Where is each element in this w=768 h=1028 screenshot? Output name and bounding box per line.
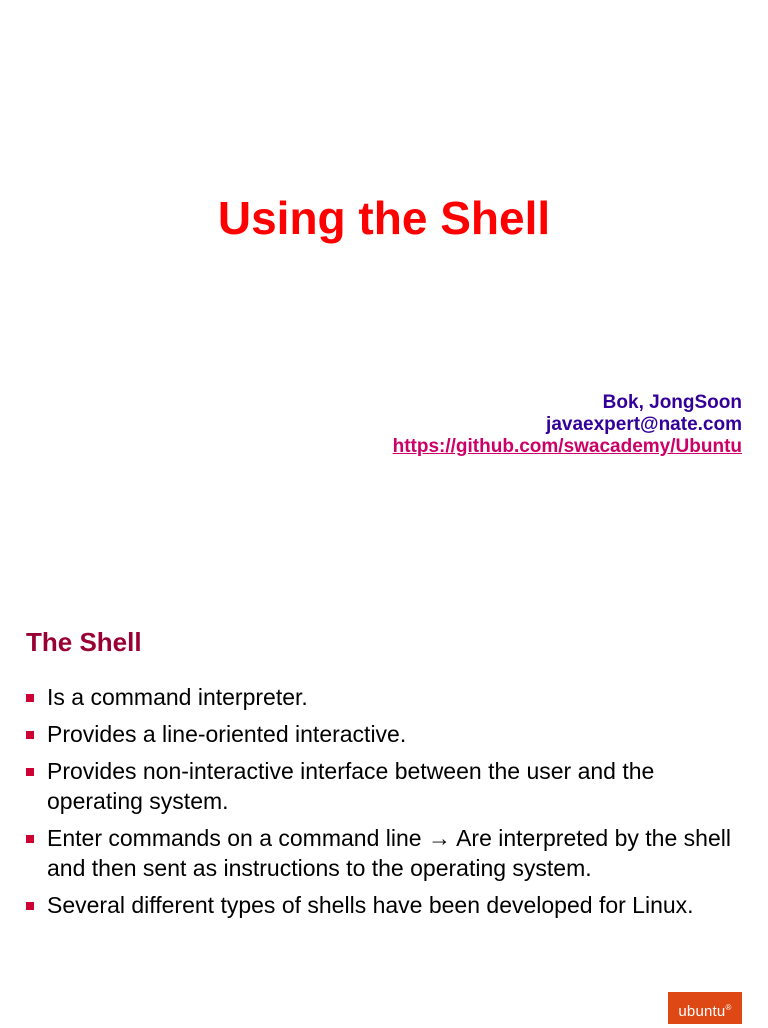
slide-title: Using the Shell — [217, 192, 551, 244]
bullet-text: Provides non-interactive interface between the user and the operating system. — [47, 758, 655, 814]
author-block — [393, 392, 742, 458]
bullet-item — [26, 719, 742, 749]
square-bullet-icon — [26, 768, 34, 776]
bullet-list — [26, 682, 742, 927]
bullet-item — [26, 890, 742, 920]
bullet-item — [26, 756, 742, 816]
bullet-text: Provides a line-oriented interactive. — [47, 721, 407, 747]
bullet-text: Several different types of shells have been developed for Linux. — [47, 892, 694, 918]
ubuntu-logo-text: ubuntu — [678, 1003, 726, 1020]
author-name: Bok, JongSoon — [602, 392, 742, 413]
section-heading: The Shell — [26, 627, 142, 657]
bullet-item — [26, 682, 742, 712]
author-email: javaexpert@nate.com — [546, 414, 742, 435]
bullet-text: Enter commands on a command line → Are interpreted by the shell and then sent as instructions to the operating system. — [47, 825, 731, 881]
bullet-item — [26, 823, 742, 883]
registered-mark-icon: ® — [725, 1003, 732, 1012]
square-bullet-icon — [26, 731, 34, 739]
square-bullet-icon — [26, 835, 34, 843]
square-bullet-icon — [26, 902, 34, 910]
ubuntu-logo — [668, 992, 742, 1024]
bullet-text: Is a command interpreter. — [47, 684, 308, 710]
content-slide — [0, 576, 768, 1024]
square-bullet-icon — [26, 694, 34, 702]
github-link[interactable]: https://github.com/swacademy/Ubuntu — [392, 436, 742, 457]
